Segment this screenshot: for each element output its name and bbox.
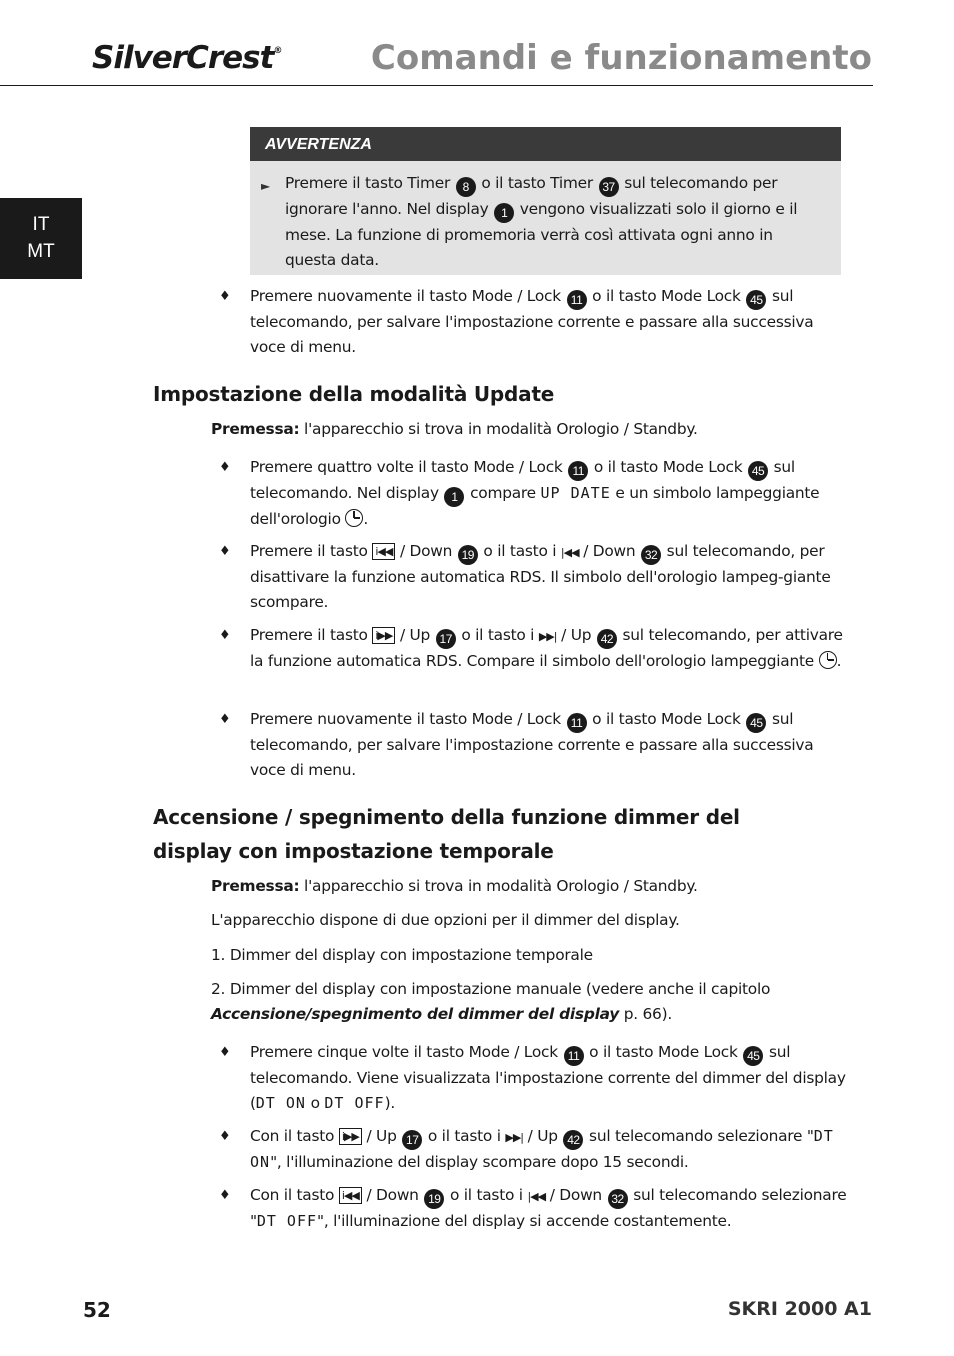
warning-text: [250, 161, 841, 273]
text: ", l'illuminazione del display scompare dopo 15 secondi.: [270, 1153, 689, 1171]
text: sul telecomando selezionare ": [584, 1127, 814, 1145]
text: Premere nuovamente il tasto Mode / Lock: [250, 710, 566, 728]
number-badge: 45: [746, 713, 766, 733]
list-item: [219, 1124, 849, 1175]
diamond-bullet-icon: ♦: [219, 460, 231, 475]
next-symbol-icon: ▶▶|: [538, 630, 557, 643]
lcd-text: DT ON: [255, 1094, 306, 1112]
diamond-bullet-icon: ♦: [219, 544, 231, 559]
page-title: Comandi e funzionamento: [370, 38, 872, 78]
text: o il tasto i: [478, 542, 561, 560]
text: Premere nuovamente il tasto Mode / Lock: [250, 287, 566, 305]
arrow-right-icon: ►: [261, 179, 270, 193]
list-item: [219, 455, 849, 532]
number-badge: 42: [563, 1130, 583, 1150]
text: / Up: [361, 1127, 402, 1145]
list-item: [219, 1040, 849, 1116]
text: sul telecomando per ignorare l'anno. Nel display: [285, 174, 778, 218]
text: o il tasto Timer: [476, 174, 598, 192]
text: ).: [384, 1094, 395, 1112]
heading-line: display con impostazione temporale: [153, 839, 554, 863]
text: o il tasto i: [456, 626, 539, 644]
text: Con il tasto: [250, 1186, 339, 1204]
text: sul telecomando selezionare ": [250, 1186, 847, 1230]
text: .: [836, 652, 842, 670]
text: Premere il tasto: [250, 626, 373, 644]
text: / Down: [578, 542, 641, 560]
language-tab: [0, 198, 82, 279]
previous-key-icon: i◀◀: [372, 543, 395, 560]
text: o il tasto Mode Lock: [587, 287, 746, 305]
header-divider: [0, 85, 873, 86]
number-badge: 11: [567, 713, 587, 733]
previous-symbol-icon: |◀◀: [560, 546, 579, 559]
previous-symbol-icon: |◀◀: [527, 1190, 546, 1203]
lcd-text: UP DATE: [540, 484, 611, 502]
text: o il tasto Mode Lock: [584, 1043, 743, 1061]
text: o il tasto Mode Lock: [587, 710, 746, 728]
lcd-text: DT ON: [250, 1127, 834, 1171]
text: o il tasto Mode Lock: [589, 458, 748, 476]
diamond-bullet-icon: ♦: [219, 1129, 231, 1144]
number-badge: 19: [458, 545, 478, 565]
text: l'apparecchio si trova in modalità Orologio / Standby.: [299, 877, 698, 895]
text: .: [363, 510, 369, 528]
text: o il tasto i: [445, 1186, 528, 1204]
number-badge: 11: [564, 1046, 584, 1066]
list-item: [219, 707, 849, 783]
warning-box: [250, 127, 841, 275]
brand-logo: SilverCrest®: [92, 40, 282, 76]
premise-label: Premessa:: [211, 420, 300, 438]
text: / Up: [556, 626, 596, 644]
number-badge: 1: [494, 203, 514, 223]
language-tab-line1: IT: [32, 214, 50, 235]
text: vengono visualizzati solo il giorno e il mese. La funzione di promemoria verrà così attivata ogni anno in questa data.: [285, 200, 798, 269]
number-badge: 1: [444, 487, 464, 507]
next-key-icon: i▶▶: [372, 627, 395, 644]
text: / Up: [395, 626, 435, 644]
list-item: [219, 539, 849, 615]
warning-heading: AVVERTENZA: [250, 127, 841, 161]
model-number: SKRI 2000 A1: [727, 1298, 872, 1320]
text: sul telecomando, per salvare l'impostazione corrente e passare alla successiva voce di menu.: [250, 287, 814, 356]
option-item: [211, 977, 851, 1027]
text: sul telecomando. Nel display: [250, 458, 795, 502]
number-badge: 45: [746, 290, 766, 310]
lcd-text: DT OFF: [256, 1212, 318, 1230]
diamond-bullet-icon: ♦: [219, 712, 231, 727]
text: o il tasto i: [423, 1127, 506, 1145]
text: o: [305, 1094, 325, 1112]
premise-paragraph: [211, 417, 851, 442]
text: / Up: [523, 1127, 563, 1145]
number-badge: 8: [456, 177, 476, 197]
number-badge: 37: [599, 177, 619, 197]
number-badge: 11: [568, 461, 588, 481]
text: e un simbolo lampeggiante dell'orologio: [250, 484, 820, 528]
next-key-icon: i▶▶: [339, 1128, 362, 1145]
previous-key-icon: i◀◀: [339, 1187, 362, 1204]
number-badge: 19: [424, 1189, 444, 1209]
text: Con il tasto: [250, 1127, 339, 1145]
lcd-text: DT OFF: [324, 1094, 385, 1112]
number-badge: 17: [436, 629, 456, 649]
text: / Down: [361, 1186, 424, 1204]
text: Premere il tasto Timer: [285, 174, 455, 192]
language-tab-line2: MT: [27, 241, 55, 262]
section-heading-update: Impostazione della modalità Update: [153, 382, 555, 406]
clock-icon: [819, 651, 837, 669]
text: sul telecomando, per salvare l'impostazione corrente e passare alla successiva voce di menu.: [250, 710, 814, 779]
section-heading-dimmer: [153, 800, 740, 868]
number-badge: 17: [402, 1130, 422, 1150]
heading-line: Accensione / spegnimento della funzione dimmer del: [153, 805, 740, 829]
text: / Down: [395, 542, 457, 560]
number-badge: 32: [641, 545, 661, 565]
number-badge: 42: [597, 629, 617, 649]
page-number: 52: [83, 1298, 111, 1322]
text: sul telecomando, per attivare la funzione automatica RDS. Compare il simbolo dell'orologio lampeggiante: [250, 626, 843, 670]
text: sul telecomando, per disattivare la funzione automatica RDS. Il simbolo dell'orologio lampeg-giante scompare.: [250, 542, 831, 611]
text: p. 66).: [619, 1005, 672, 1023]
diamond-bullet-icon: ♦: [219, 628, 231, 643]
chapter-reference: Accensione/spegnimento del dimmer del display: [211, 1005, 620, 1023]
number-badge: 11: [567, 290, 587, 310]
text: Premere cinque volte il tasto Mode / Lock: [250, 1043, 563, 1061]
premise-paragraph: [211, 874, 851, 899]
list-item: [219, 284, 849, 360]
clock-icon: [345, 509, 363, 527]
text: Premere il tasto: [250, 542, 373, 560]
text: 2. Dimmer del display con impostazione manuale (vedere anche il capitolo: [211, 980, 771, 998]
diamond-bullet-icon: ♦: [219, 1188, 231, 1203]
text: compare: [465, 484, 541, 502]
text: sul telecomando. Viene visualizzata l'impostazione corrente del dimmer del display (: [250, 1043, 846, 1112]
intro-paragraph: L'apparecchio dispone di due opzioni per il dimmer del display.: [211, 911, 680, 929]
next-symbol-icon: ▶▶|: [505, 1131, 523, 1144]
premise-label: Premessa:: [211, 877, 300, 895]
text: ", l'illuminazione del display si accende costantemente.: [317, 1212, 732, 1230]
option-item: 1. Dimmer del display con impostazione temporale: [211, 946, 593, 964]
text: / Down: [545, 1186, 607, 1204]
text: Premere quattro volte il tasto Mode / Lock: [250, 458, 568, 476]
list-item: [219, 1183, 849, 1234]
list-item: [219, 623, 849, 674]
number-badge: 45: [743, 1046, 763, 1066]
number-badge: 32: [608, 1189, 628, 1209]
diamond-bullet-icon: ♦: [219, 289, 231, 304]
number-badge: 45: [748, 461, 768, 481]
text: l'apparecchio si trova in modalità Orologio / Standby.: [299, 420, 698, 438]
diamond-bullet-icon: ♦: [219, 1045, 231, 1060]
